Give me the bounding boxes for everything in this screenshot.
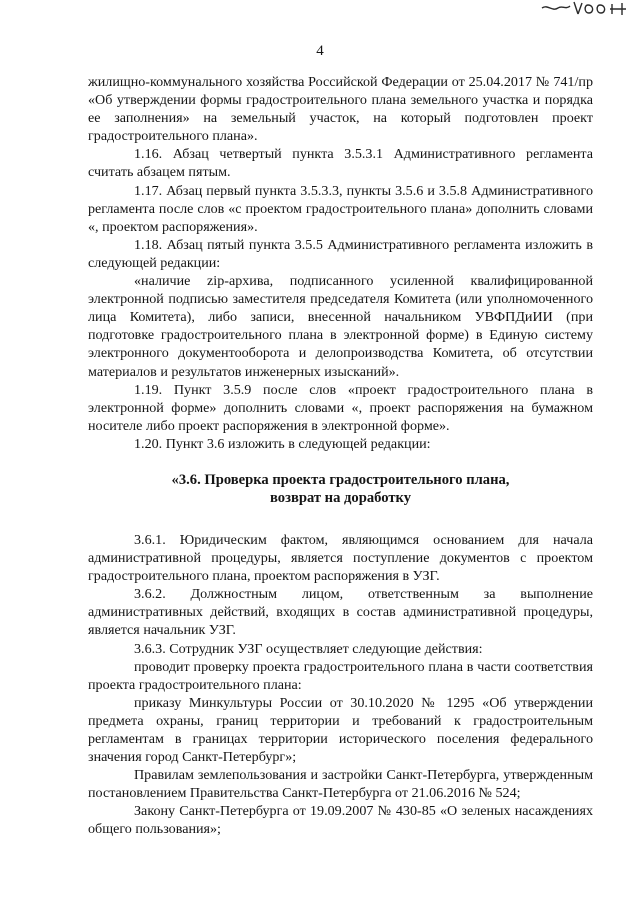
- paragraph-item-1-17: 1.17. Абзац первый пункта 3.5.3.3, пункты 3.5.6 и 3.5.8 Административного регламента после слов «с проектом градостроительного плана» дополнить словами «, проектом распоряжения».: [88, 182, 593, 235]
- section-heading: [88, 471, 593, 507]
- paragraph-continuation: жилищно-коммунального хозяйства Российской Федерации от 25.04.2017 № 741/пр «Об утверждении формы градостроительного плана земельного участка и порядка ее заполнения» на земельный участок, на который подготовлен проект градостроительного плана».: [88, 74, 593, 145]
- paragraph-check-project: проводит проверку проекта градостроительного плана в части соответствия проекта градостроительного плана:: [88, 658, 593, 693]
- paragraph-item-3-6-2: 3.6.2. Должностным лицом, ответственным за выполнение административных действий, входящих в состав административной процедуры, является начальник УЗГ.: [88, 586, 593, 639]
- page-number: 4: [316, 43, 324, 59]
- paragraph-item-1-18: 1.18. Абзац пятый пункта 3.5.5 Административного регламента изложить в следующей редакции:: [88, 236, 593, 271]
- paragraph-group-bottom: [88, 531, 593, 839]
- paragraph-group-top: [88, 73, 593, 453]
- section-heading-line-1: «3.6. Проверка проекта градостроительного плана,: [171, 471, 510, 488]
- paragraph-item-1-16: 1.16. Абзац четвертый пункта 3.5.3.1 Административного регламента считать абзацем пятым.: [88, 146, 593, 181]
- section-heading-line-2: возврат на доработку: [270, 489, 411, 506]
- paragraph-land-use-rules: Правилам землепользования и застройки Санкт-Петербурга, утвержденным постановлением Правительства Санкт-Петербурга от 21.06.2016 № 524;: [88, 767, 593, 802]
- paragraph-ministry-order: приказу Минкультуры России от 30.10.2020 № 1295 «Об утверждении предмета охраны, границ территории и требований к градостроительным регламентам в границах территории исторического поселения федерального значения город Санкт-Петербург»;: [88, 694, 593, 766]
- paragraph-item-1-20: 1.20. Пункт 3.6 изложить в следующей редакции:: [134, 435, 431, 452]
- handwritten-mark: [540, 0, 632, 20]
- paragraph-item-3-6-1: 3.6.1. Юридическим фактом, являющимся основанием для начала административной процедуры, является поступление документов с проектом градостроительного плана, проектом распоряжения в УЗГ.: [88, 531, 593, 585]
- paragraph-item-1-19: 1.19. Пункт 3.5.9 после слов «проект градостроительного плана в электронной форме» дополнить словами «, проект распоряжения на бумажном носителе либо проект распоряжения в электронной форме».: [88, 381, 593, 434]
- paragraph-quote-zip-archive: «наличие zip-архива, подписанного усиленной квалифицированной электронной подписью заместителя председателя Комитета (или уполномоченного лица Комитета), либо записи, внесенной начальником УВФПДиИИ (при подготовке градостроительного плана в электронной форме) в Единую систему электронного документооборота и делопроизводства Комитета, об отсутствии материалов и результатов инженерных изысканий».: [88, 273, 593, 380]
- document-body: [88, 73, 593, 839]
- paragraph-item-3-6-3: 3.6.3. Сотрудник УЗГ осуществляет следующие действия:: [134, 640, 483, 657]
- paragraph-green-spaces-law: Закону Санкт-Петербурга от 19.09.2007 № 430-85 «О зеленых насаждениях общего пользования»;: [88, 803, 593, 838]
